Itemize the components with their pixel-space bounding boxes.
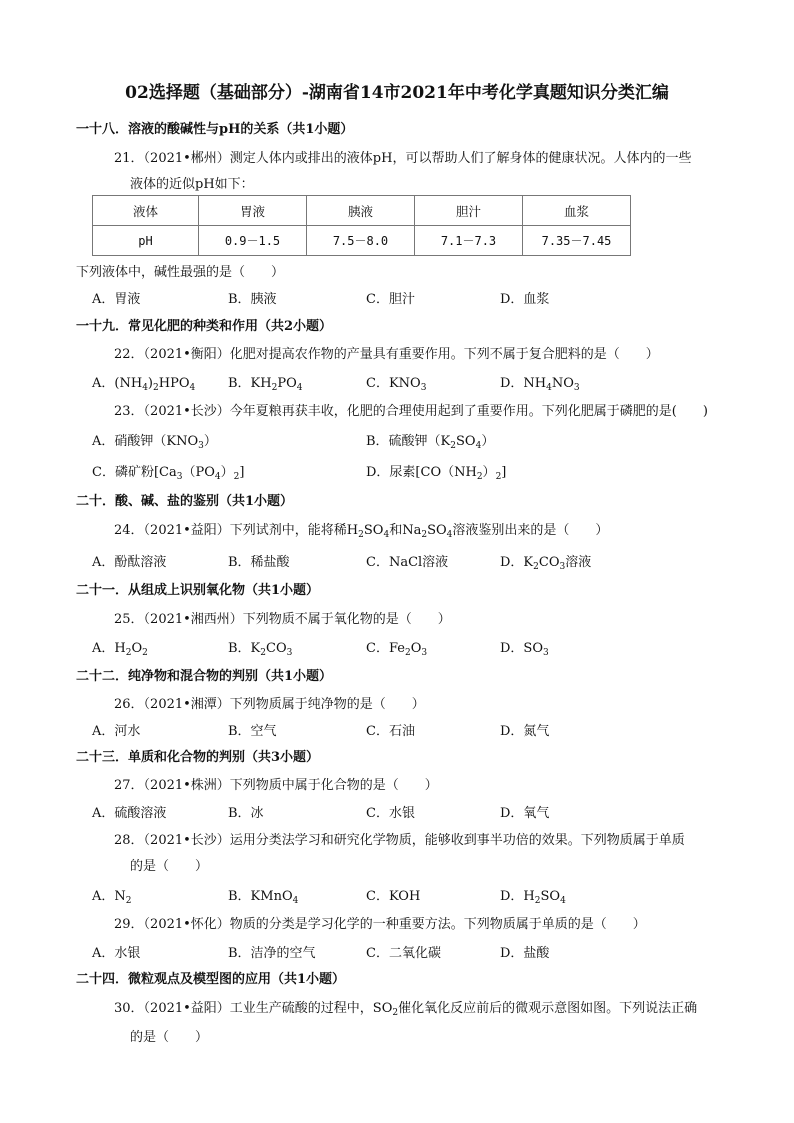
table-cell: 液体 [93,196,199,226]
table-cell: pH [93,226,199,256]
section-heading-22: 二十二．纯净物和混合物的判别（共1小题） [76,669,333,684]
question-26-option-a: A．河水 [92,724,141,739]
section-heading-18: 一十八．溶液的酸碱性与pH的关系（共1小题） [76,122,354,137]
question-29-option-b: B．洁净的空气 [228,946,316,961]
question-30-stem-line1: 30．（2021•益阳）工业生产硫酸的过程中，$SO_2$催化氧化反应前后的微观示意图如图。下列说法正确 [114,1001,698,1018]
question-25-option-d: D．$SO_3$ [500,641,549,658]
section-heading-20: 二十．酸、碱、盐的鉴别（共1小题） [76,494,294,509]
question-24-option-a: A．酚酞溶液 [92,555,167,570]
table-cell: 7.35－7.45 [523,226,631,256]
question-21-stem-line1: 21．（2021•郴州）测定人体内或排出的液体pH，可以帮助人们了解身体的健康状况。人体内的一些 [114,151,692,166]
question-22-option-d: D．$NH_4NO_3$ [500,376,580,393]
question-28-stem-line1: 28．（2021•长沙）运用分类法学习和研究化学物质，能够收到事半功倍的效果。下列物质属于单质 [114,833,685,848]
table-cell: 7.1－7.3 [415,226,523,256]
question-24-stem: 24．（2021•益阳）下列试剂中，能将稀$H_2SO_4$和$Na_2SO_4$溶液鉴别出来的是（ ） [114,523,609,540]
table-header-row [93,196,631,226]
question-22-option-b: B．$KH_2PO_4$ [228,376,303,393]
table-cell: 胃液 [199,196,307,226]
question-28-option-a: A．$N_2$ [92,889,132,906]
question-23-stem: 23．（2021•长沙）今年夏粮再获丰收，化肥的合理使用起到了重要作用。下列化肥属于磷肥的是( ) [114,404,708,419]
section-heading-24: 二十四．微粒观点及模型图的应用（共1小题） [76,972,346,987]
question-29-option-c: C．二氧化碳 [366,946,441,961]
question-29-option-d: D．盐酸 [500,946,550,961]
question-28-stem-line2: 的是（ ） [130,859,209,874]
question-28-option-d: D．$H_2SO_4$ [500,889,566,906]
question-27-option-b: B．冰 [228,806,264,821]
question-25-option-a: A．$H_2O_2$ [92,641,148,658]
question-24-option-d: D．$K_2CO_3$溶液 [500,555,592,572]
question-27-option-d: D．氧气 [500,806,550,821]
question-21-option-a: A．胃液 [92,292,141,307]
question-26-option-b: B．空气 [228,724,277,739]
section-heading-21: 二十一．从组成上识别氧化物（共1小题） [76,583,320,598]
question-26-option-d: D．氮气 [500,724,550,739]
question-21-stem-line2: 液体的近似pH如下： [130,177,254,192]
question-23-option-b: B．硫酸钾$(K_2SO_4)$ [366,434,495,451]
question-21-option-c: C．胆汁 [366,292,415,307]
question-27-stem: 27．（2021•株洲）下列物质中属于化合物的是（ ） [114,778,438,793]
section-heading-19: 一十九．常见化肥的种类和作用（共2小题） [76,319,333,334]
question-22-stem: 22．（2021•衡阳）化肥对提高农作物的产量具有重要作用。下列不属于复合肥料的是（ ） [114,347,659,362]
question-23-option-c: C．磷矿粉$[Ca_3(PO_4)_2]$ [92,465,245,482]
page-title: 02选择题（基础部分）-湖南省14市2021年中考化学真题知识分类汇编 [125,83,669,103]
table-cell: 胰液 [307,196,415,226]
question-28-option-b: B．KMnO$_4$ [228,889,299,906]
question-22-option-c: C．$KNO_3$ [366,376,427,393]
section-heading-23: 二十三．单质和化合物的判别（共3小题） [76,750,320,765]
question-30-stem-line2: 的是（ ） [130,1030,209,1045]
question-23-option-a: A．硝酸钾$(KNO_3)$ [92,434,217,451]
question-21-option-b: B．胰液 [228,292,277,307]
question-23-option-d: D．尿素$[CO(NH_2)_2]$ [366,465,507,482]
question-21-stem-line3: 下列液体中，碱性最强的是（ ） [76,265,285,280]
question-29-stem: 29．（2021•怀化）物质的分类是学习化学的一种重要方法。下列物质属于单质的是（ ） [114,917,646,932]
question-26-stem: 26．（2021•湘潭）下列物质属于纯净物的是（ ） [114,697,425,712]
question-26-option-c: C．石油 [366,724,415,739]
question-25-stem: 25．（2021•湘西州）下列物质不属于氧化物的是（ ） [114,612,451,627]
ph-table [92,195,631,256]
table-cell: 血浆 [523,196,631,226]
question-25-option-c: C．$Fe_2O_3$ [366,641,428,658]
question-21-option-d: D．血浆 [500,292,550,307]
question-25-option-b: B．$K_2CO_3$ [228,641,293,658]
question-24-option-c: C．NaCl溶液 [366,555,449,570]
question-22-option-a: A．$(NH_4)_2HPO_4$ [92,376,196,393]
question-24-option-b: B．稀盐酸 [228,555,290,570]
table-row [93,226,631,256]
table-cell: 0.9－1.5 [199,226,307,256]
question-28-option-c: C．KOH [366,889,421,904]
table-cell: 胆汁 [415,196,523,226]
question-29-option-a: A．水银 [92,946,141,961]
question-27-option-a: A．硫酸溶液 [92,806,167,821]
question-27-option-c: C．水银 [366,806,415,821]
table-cell: 7.5－8.0 [307,226,415,256]
